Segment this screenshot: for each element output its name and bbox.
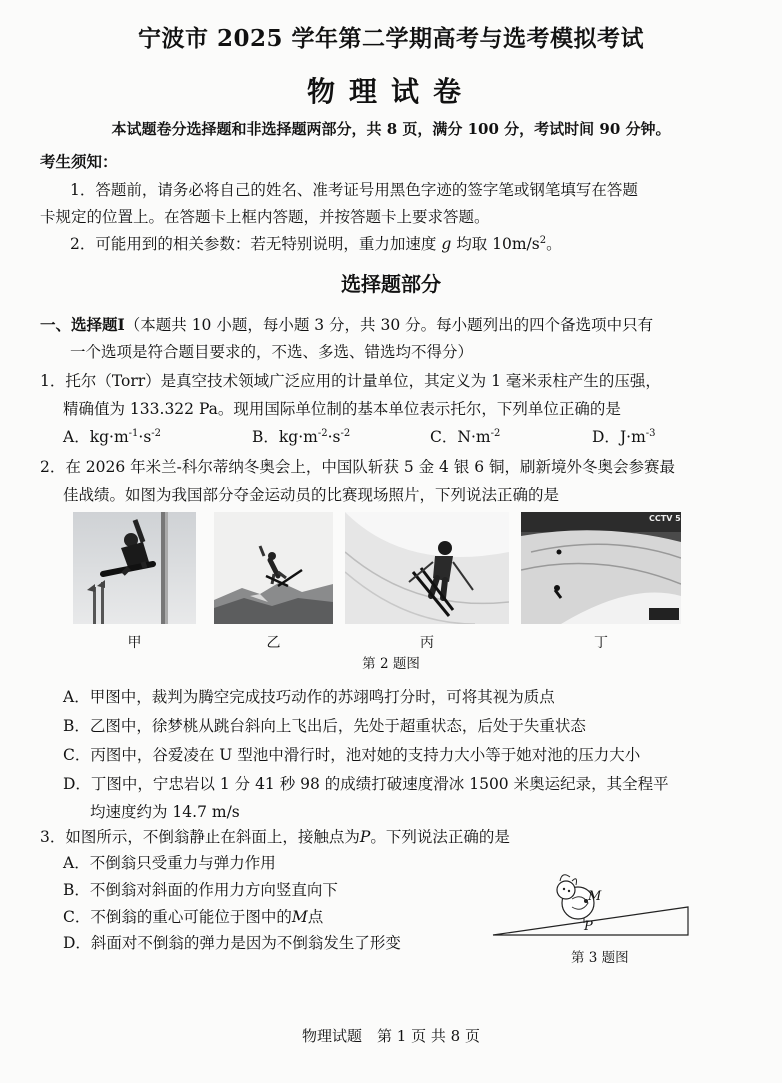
q1-option-b [252,425,350,447]
gravity-symbol: g [441,235,452,253]
broadcast-logo: CCTV 5 [649,514,681,523]
q3-option-c [63,905,323,927]
q1-option-a [63,425,161,447]
q1-option-a-exp2: -2 [151,427,162,439]
q1-option-b-base: kg·m [278,428,318,446]
q1-option-a-exp1: -1 [128,427,139,439]
q1-option-b-mid: ·s [327,428,341,446]
q1-option-c-base: N·m [457,428,491,446]
q3-figure-tumbler [488,855,698,940]
q2-option-b: B．乙图中，徐梦桃从跳台斜向上飞出后，先处于超重状态，后处于失重状态 [63,717,586,735]
q1-option-d-exp1: -3 [645,427,656,439]
unit-exponent: 2 [539,234,547,246]
photo-label-jia: 甲 [127,635,142,651]
photo-yi-aerials [214,512,333,624]
notice-item-2-mid: 均取 10m/s [456,235,540,253]
notice-item-2-prefix: 2．可能用到的相关参数：若无特别说明，重力加速度 [70,235,437,253]
q3-option-d: D．斜面对不倒翁的弹力是因为不倒翁发生了形变 [63,934,401,952]
q1-option-c-exp1: -2 [490,427,501,439]
notice-item-1-line-2: 卡规定的位置上。在答题卡上框内答题，并按答题卡上要求答题。 [40,208,490,226]
q1-line-1: 1．托尔（Torr）是真空技术领域广泛应用的计量单位，其定义为 1 毫米汞柱产生的压强， [40,372,661,390]
notice-heading: 考生须知： [40,152,118,171]
part1-heading: 一、选择题Ⅰ [40,315,125,334]
q3-figure-caption: 第 3 题图 [571,950,629,966]
notice-item-1-line-1: 1．答题前，请务必将自己的姓名、准考证号用黑色字迹的签字笔或钢笔填写在答题 [70,181,638,199]
photo-label-bing: 丙 [420,635,434,651]
q3-stem-b: 。下列说法正确的是 [370,828,510,846]
q1-option-d-key: D． [592,428,620,446]
q2-line-1: 2．在 2026 年米兰-科尔蒂纳冬奥会上，中国队斩获 5 金 4 银 6 铜，刷新境外冬奥会参赛最 [40,458,676,476]
q3-stem [40,825,510,847]
q1-option-a-base: kg·m [89,428,129,446]
figure-label-p: P [584,919,593,934]
photo-bing-halfpipe [345,512,509,624]
q3-stem-a: 3．如图所示，不倒翁静止在斜面上，接触点为 [40,828,360,846]
q3-option-c-b: 点 [307,908,324,926]
q1-line-2: 精确值为 133.322 Pa。现用国际单位制的基本单位表示托尔，下列单位正确的是 [63,400,621,418]
q3-stem-point-p: P [359,828,371,846]
q3-option-a: A．不倒翁只受重力与弹力作用 [63,854,276,872]
q3-option-c-point-m: M [291,908,308,926]
q2-line-2: 佳战绩。如图为我国部分夺金运动员的比赛现场照片，下列说法正确的是 [63,486,560,504]
q1-option-c [430,425,500,447]
photo-label-ding: 丁 [594,635,608,651]
q2-option-a: A．甲图中，裁判为腾空完成技巧动作的苏翊鸣打分时，可将其视为质点 [63,688,555,706]
q1-option-d [592,425,656,447]
part1-desc-line-2: 一个选项是符合题目要求的，不选、多选、错选均不得分） [70,343,474,361]
notice-item-2-end: 。 [546,235,562,253]
q1-option-a-mid: ·s [138,428,152,446]
q2-option-d-line-2: 均速度约为 14.7 m/s [90,803,240,821]
q1-option-c-key: C． [430,428,458,446]
exam-intro: 本试题卷分选择题和非选择题两部分，共 8 页，满分 100 分，考试时间 90 分钟。 [111,120,671,138]
q2-figure-caption: 第 2 题图 [362,656,420,672]
page-footer: 物理试题 第 1 页 共 8 页 [302,1027,480,1045]
q3-option-b: B．不倒翁对斜面的作用力方向竖直向下 [63,881,338,899]
figure-label-m: M [588,889,602,904]
q1-option-d-base: J·m [619,428,646,446]
part1-desc-line-1: （本题共 10 小题，每小题 3 分，共 30 分。每小题列出的四个备选项中只有 [124,316,654,334]
q1-option-b-exp1: -2 [317,427,328,439]
photo-ding-speed-skating [521,512,681,624]
section-title: 选择题部分 [341,272,441,296]
q3-option-c-a: C．不倒翁的重心可能位于图中的 [63,908,292,926]
q1-option-b-key: B． [252,428,279,446]
q1-option-b-exp2: -2 [340,427,351,439]
q2-option-c: C．丙图中，谷爱凌在 U 型池中滑行时，池对她的支持力大小等于她对池的压力大小 [63,746,641,764]
photo-label-yi: 乙 [266,635,281,651]
notice-item-2 [70,232,562,254]
part1-heading-line-1 [40,313,653,335]
exam-title: 宁波市 2025 学年第二学期高考与选考模拟考试 [137,25,645,52]
photo-jia-snowboard [73,512,196,624]
subject-title: 物理试卷 [306,75,475,108]
q1-option-a-key: A． [63,428,90,446]
q2-option-d: D．丁图中，宁忠岩以 1 分 41 秒 98 的成绩打破速度滑冰 1500 米奥运纪录，其全程平 [63,775,669,793]
